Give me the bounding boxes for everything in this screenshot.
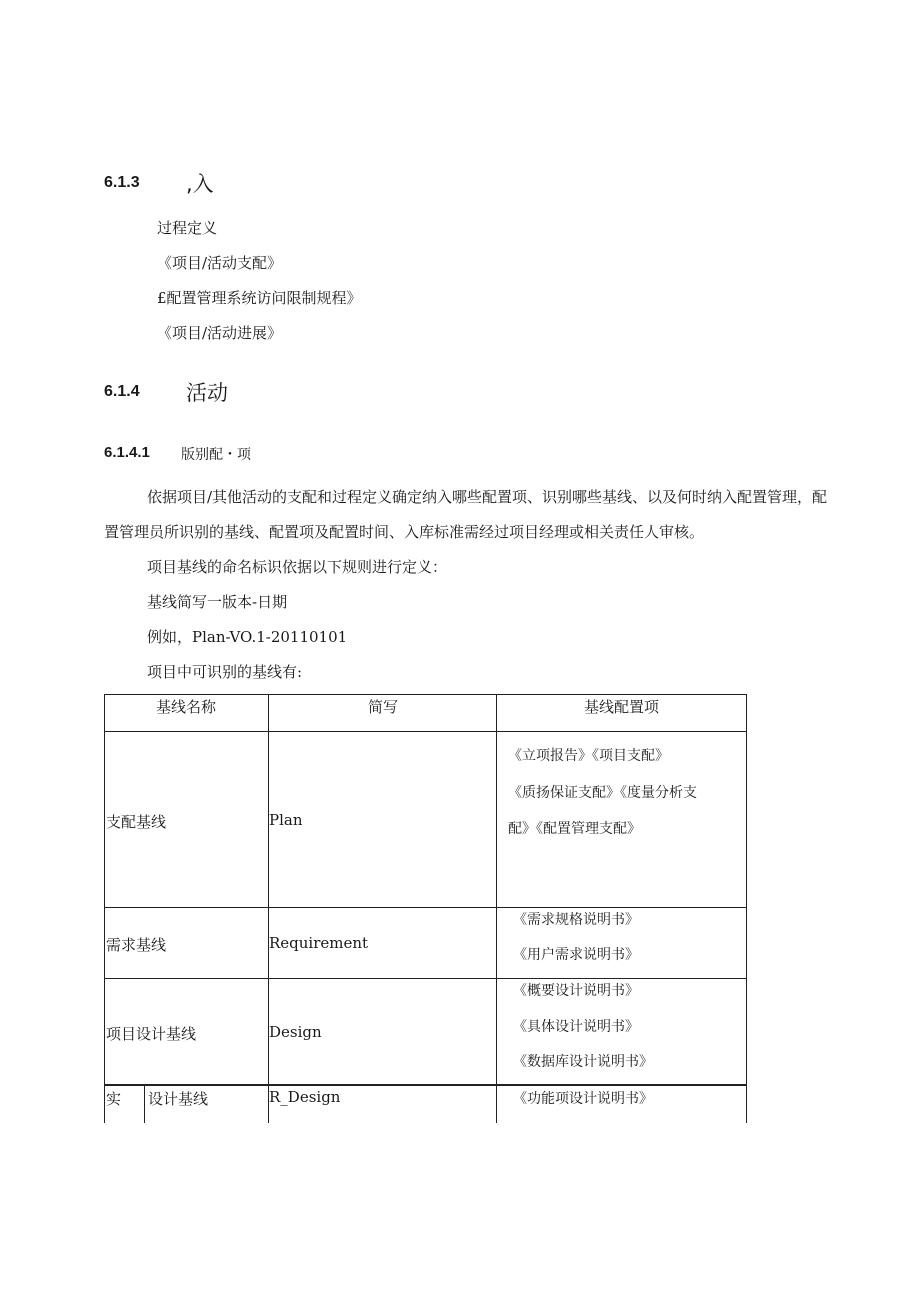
- input-item-access-rules: £配置管理系统访问限制规程》: [157, 289, 362, 307]
- table-row-item: 《质扬保证支配》《度量分析支: [508, 785, 697, 801]
- table-row-abbr: Requirement: [269, 934, 369, 952]
- section-614-number: 6.1.4: [104, 383, 140, 400]
- table-row-item: 《需求规格说明书》: [513, 912, 639, 928]
- table-row-abbr: R_Design: [269, 1088, 341, 1106]
- table-row-name: 支配基线: [106, 813, 167, 831]
- section-6141-title: 版别配・项: [181, 447, 251, 463]
- table-header-items: 基线配置项: [584, 698, 660, 716]
- table-border-left: [104, 694, 105, 1123]
- table-border-top: [104, 694, 747, 695]
- input-item-project-plan: 《项目/活动支配》: [157, 254, 283, 272]
- table-row-item: 《立项报告》《项目支配》: [508, 748, 669, 764]
- paragraph-line-2: 置管理员所识别的基线、配置项及配置时间、入库标准需经过项目经理或相关责任人审核。: [104, 523, 705, 541]
- table-row-item: 《数据库设计说明书》: [513, 1054, 653, 1070]
- section-613-title: ,入: [186, 172, 214, 196]
- naming-example-text: 例如，Plan-VO.1-20110101: [147, 628, 348, 646]
- table-row-name: 设计基线: [148, 1090, 209, 1108]
- table-divider: [104, 1084, 747, 1086]
- table-col-divider: [268, 694, 269, 1123]
- section-613-number: 6.1.3: [104, 174, 140, 191]
- table-row-item: 《用户需求说明书》: [513, 947, 639, 963]
- table-header-name: 基线名称: [156, 698, 217, 716]
- input-item-process-definition: 过程定义: [157, 219, 218, 237]
- input-item-project-progress: 《项目/活动进展》: [157, 324, 283, 342]
- section-614-title: 活动: [186, 381, 228, 405]
- table-row-name: 项目设计基线: [106, 1025, 197, 1043]
- table-divider: [104, 978, 747, 979]
- paragraph-line-1: 依据项目/其他活动的支配和过程定义确定纳入哪些配置项、识别哪些基线、以及何时纳入配置管理，配: [147, 488, 828, 506]
- table-header-abbr: 简写: [368, 698, 399, 716]
- table-divider: [104, 907, 747, 908]
- table-row-name: 需求基线: [106, 936, 167, 954]
- table-row-item: 《具体设计说明书》: [513, 1019, 639, 1035]
- naming-rule-text: 项目基线的命名标识依据以下规则进行定义：: [147, 558, 448, 576]
- table-col-divider: [496, 694, 497, 1123]
- naming-format-text: 基线简写一版本-日期: [147, 593, 288, 611]
- table-row-item: 配》《配置管理支配》: [508, 821, 641, 837]
- table-row-name-left: 实: [106, 1090, 122, 1108]
- section-6141-number: 6.1.4.1: [104, 444, 150, 461]
- table-border-right: [746, 694, 747, 1123]
- table-row-item: 《概要设计说明书》: [513, 983, 639, 999]
- baseline-list-intro: 项目中可识别的基线有:: [147, 663, 303, 681]
- table-row-item: 《功能项设计说明书》: [513, 1091, 653, 1107]
- table-subcol-divider: [144, 1085, 145, 1123]
- table-divider: [104, 731, 747, 732]
- table-row-abbr: Design: [269, 1023, 322, 1041]
- table-row-abbr: Plan: [269, 811, 303, 829]
